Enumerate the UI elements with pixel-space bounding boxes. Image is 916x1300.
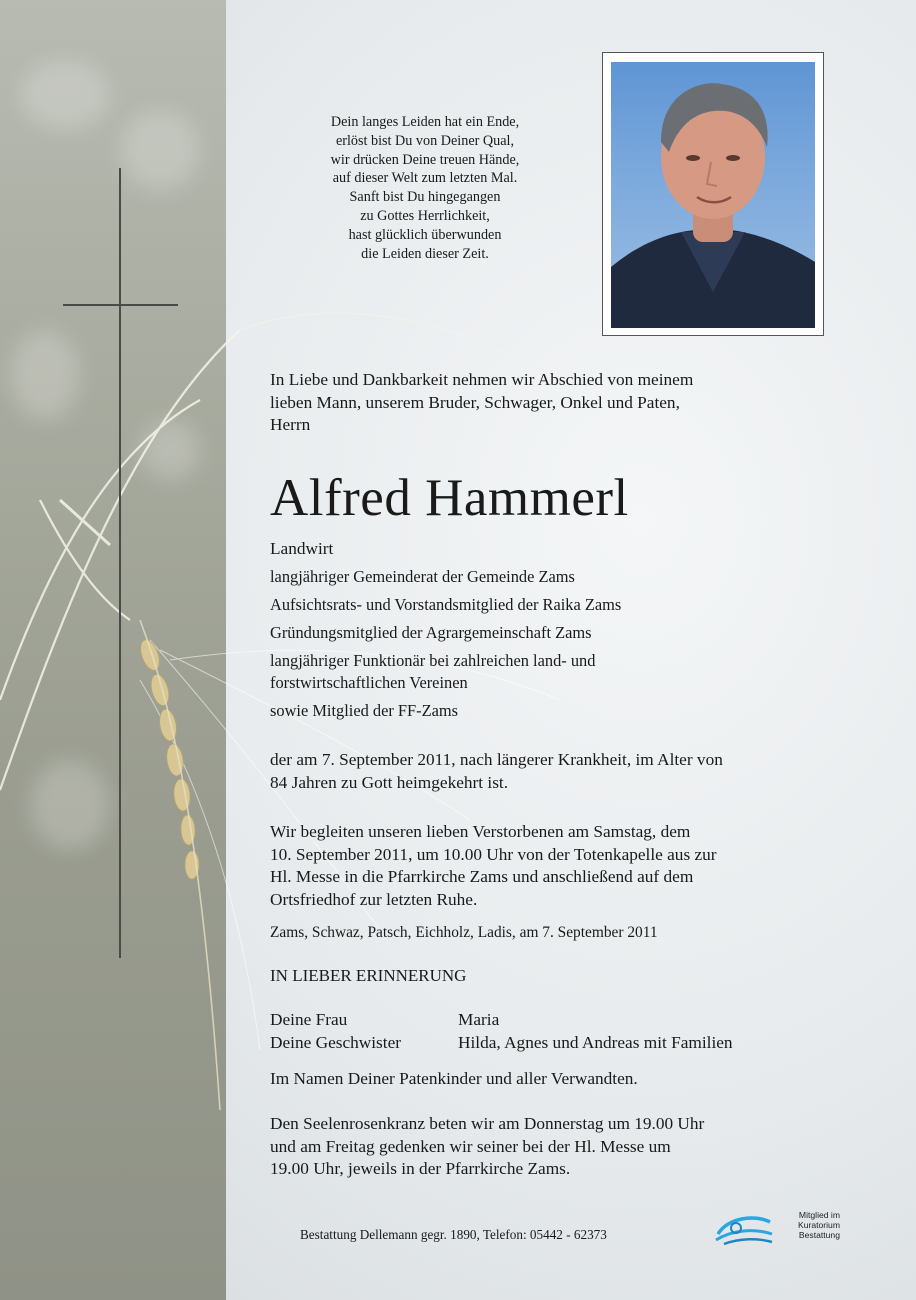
bokeh-spot <box>30 760 110 850</box>
logo-caption-line: Kuratorium Bestattung <box>797 1220 840 1240</box>
undertaker-info: Bestattung Dellemann gegr. 1890, Telefon: 05442 - 62373 <box>300 1227 607 1242</box>
funeral-line: Hl. Messe in die Pfarrkirche Zams und anschließend auf dem <box>270 867 694 887</box>
place-date: Zams, Schwaz, Patsch, Eichholz, Ladis, am 7. September 2011 <box>270 924 658 941</box>
cross-vertical <box>119 168 121 958</box>
deceased-name: Alfred Hammerl <box>270 469 629 527</box>
funeral-line: Wir begleiten unseren lieben Verstorbenen am Samstag, dem <box>270 822 691 841</box>
bokeh-spot <box>10 330 80 420</box>
memorial-poem <box>290 113 560 263</box>
rosary-text <box>270 1113 704 1181</box>
rosary-line: Den Seelenrosenkranz beten wir am Donnerstag um 19.00 Uhr <box>270 1114 705 1133</box>
memory-heading: IN LIEBER ERINNERUNG <box>270 966 467 985</box>
funeral-line: 10. September 2011, um 10.00 Uhr von der Totenkapelle aus zur <box>270 844 717 864</box>
role-line: Gründungsmitglied der Agrargemeinschaft Zams <box>270 623 592 642</box>
cross-horizontal <box>63 304 178 306</box>
death-line: der am 7. September 2011, nach längerer Krankheit, im Alter von <box>270 750 723 769</box>
role-line: sowie Mitglied der FF-Zams <box>270 701 459 720</box>
family-relation: Deine Frau <box>270 1010 348 1029</box>
logo-caption <box>766 1210 840 1240</box>
portrait-illustration <box>611 62 815 328</box>
funeral-line: Ortsfriedhof zur letzten Ruhe. <box>270 889 478 909</box>
logo-caption-line: Mitglied im <box>798 1210 840 1220</box>
intro-line: In Liebe und Dankbarkeit nehmen wir Abschied von meinem <box>270 370 694 389</box>
death-notice <box>270 749 723 794</box>
poem-line: wir drücken Deine treuen Hände, <box>330 151 520 168</box>
poem-line: auf dieser Welt zum letzten Mal. <box>332 170 518 187</box>
poem-line: zu Gottes Herrlichkeit, <box>360 207 490 224</box>
left-photo-band <box>0 0 226 1300</box>
family-list <box>270 1008 733 1054</box>
godchildren-line: Im Namen Deiner Patenkinder und aller Verwandten. <box>270 1069 638 1088</box>
role-line: langjähriger Gemeinderat der Gemeinde Zams <box>270 567 575 586</box>
family-names: Hilda, Agnes und Andreas mit Familien <box>458 1033 733 1052</box>
role-line: Aufsichtsrats- und Vorstandsmitglied der Raika Zams <box>270 595 622 614</box>
poem-line: hast glücklich überwunden <box>348 226 502 243</box>
family-row <box>270 1008 733 1031</box>
family-relation: Deine Geschwister <box>270 1033 402 1052</box>
bokeh-spot <box>120 110 200 190</box>
family-names: Maria <box>458 1010 500 1029</box>
poem-line: die Leiden dieser Zeit. <box>361 245 489 262</box>
bokeh-spot <box>140 420 200 480</box>
funeral-text <box>270 821 717 911</box>
rosary-line: und am Freitag gedenken wir seiner bei der Hl. Messe um <box>270 1136 671 1156</box>
family-row <box>270 1031 733 1054</box>
poem-line: Sanft bist Du hingegangen <box>349 189 501 206</box>
role-line: forstwirtschaftlichen Vereinen <box>270 673 468 692</box>
portrait-frame <box>602 52 824 336</box>
intro-line: Herrn <box>270 415 311 435</box>
poem-line: erlöst bist Du von Deiner Qual, <box>335 132 515 149</box>
death-line: 84 Jahren zu Gott heimgekehrt ist. <box>270 772 509 792</box>
bokeh-spot <box>20 60 110 130</box>
portrait-photo <box>611 62 815 328</box>
role-line: langjähriger Funktionär bei zahlreichen land- und <box>270 651 596 670</box>
rosary-line: 19.00 Uhr, jeweils in der Pfarrkirche Zams. <box>270 1159 571 1179</box>
poem-line: Dein langes Leiden hat ein Ende, <box>330 114 520 130</box>
intro-text <box>270 369 693 437</box>
intro-line: lieben Mann, unserem Bruder, Schwager, Onkel und Paten, <box>270 392 680 412</box>
occupation: Landwirt <box>270 539 334 558</box>
